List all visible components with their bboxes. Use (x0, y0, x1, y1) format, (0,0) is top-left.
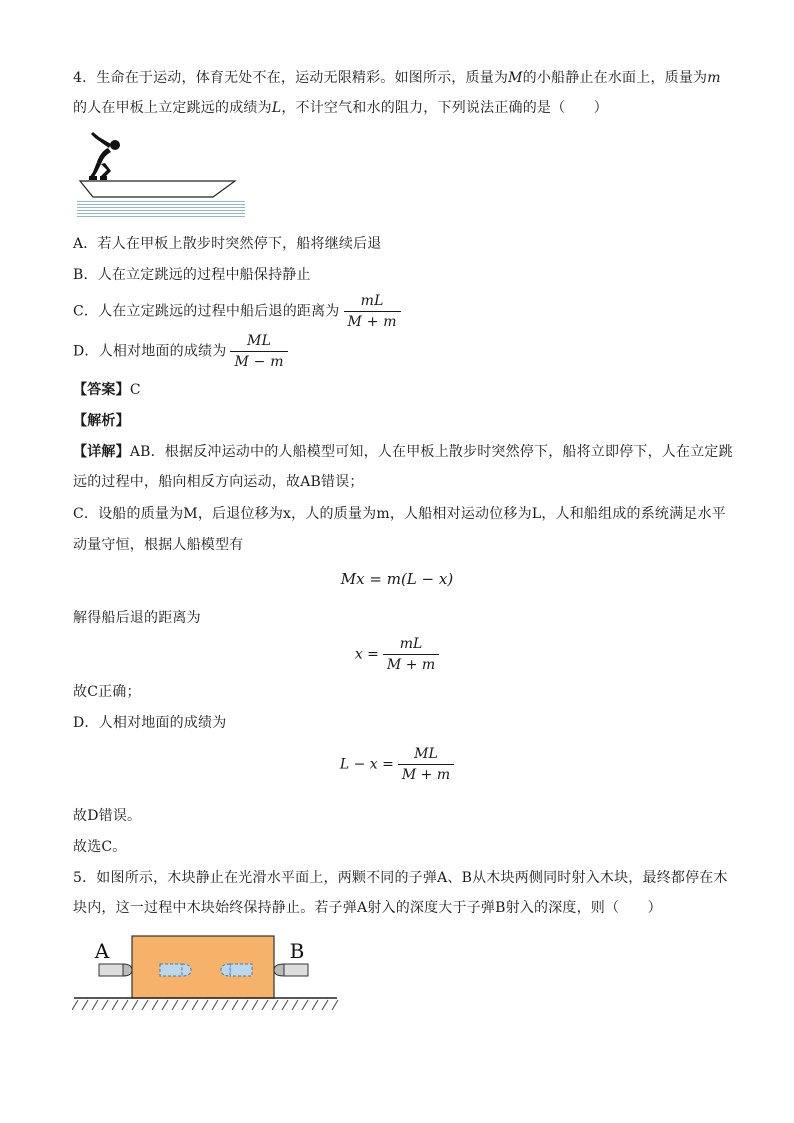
fraction-denominator: M − m (234, 354, 284, 370)
q4-option-c (73, 293, 401, 330)
fraction-numerator: ML (398, 746, 454, 765)
equation-x-fraction (383, 636, 439, 673)
q4-option-d-fraction (230, 333, 287, 370)
equation-fraction (398, 746, 454, 783)
q4-stem-part2: 的小船静止在水面上，质量为 (522, 70, 708, 86)
jumper-silhouette (89, 132, 120, 180)
q4-stem-part3: 的人在甲板上立定跳远的成绩为 (73, 100, 272, 116)
equation-L-minus-x (0, 746, 794, 783)
var-L: L (271, 100, 282, 116)
fraction-denominator: M + m (386, 657, 436, 673)
var-m: m (707, 70, 721, 86)
choose-line: 故选C。 (73, 839, 127, 855)
c-line1: C．设船的质量为M，后退位移为x，人的质量为m，人船相对运动位移为L，人和船组成的系统满足水平 (73, 506, 726, 522)
q4-stem-part1: 4．生命在于运动，体育无处不在，运动无限精彩。如图所示，质量为 (73, 70, 509, 86)
q4-option-d (73, 333, 288, 370)
answer-value: C (129, 382, 141, 398)
fraction-denominator: M + m (347, 314, 397, 330)
q4-option-d-text: D．人相对地面的成绩为 (73, 343, 227, 360)
boat-jumper-figure (75, 128, 250, 224)
q4-stem-line1 (73, 68, 721, 88)
wooden-block (132, 936, 274, 998)
q4-stem-line2 (73, 98, 608, 118)
d-wrong: 故D错误。 (73, 808, 142, 824)
water-surface (77, 201, 245, 217)
bullet-a-label: A (94, 939, 110, 963)
q4-option-b: B．人在立定跳远的过程中船保持静止 (73, 267, 311, 283)
q4-option-c-text: C．人在立定跳远的过程中船后退的距离为 (73, 303, 340, 320)
equation-x (0, 636, 794, 673)
bullet-b (274, 964, 308, 976)
embedded-bullet-b (221, 964, 252, 976)
equation-momentum: Mx = m(L − x) (340, 570, 454, 588)
detail-label: 【详解】 (73, 444, 130, 460)
boat-hull (80, 181, 235, 197)
equation-lhs: L − x = (339, 756, 394, 773)
fraction-numerator: mL (344, 293, 401, 312)
bullet-b-label: B (289, 939, 305, 963)
equation-x-lhs: x = (354, 646, 379, 663)
detail-line1 (73, 442, 733, 462)
answer-label: 【答案】 (73, 382, 130, 398)
q5-stem-line1: 5．如图所示，木块静止在光滑水平面上，两颗不同的子弹A、B从木块两侧同时射入木块，最终都停在木 (73, 870, 728, 886)
var-M: M (508, 70, 523, 86)
detail-line2: 远的过程中，船向相反方向运动，故AB错误； (73, 474, 364, 490)
embedded-bullet-a (160, 964, 191, 976)
fraction-denominator: M + m (401, 767, 451, 783)
fraction-numerator: ML (230, 333, 287, 352)
detail-text1: AB．根据反冲运动中的人船模型可知，人在甲板上散步时突然停下，船将立即停下，人在立定跳 (129, 444, 733, 460)
q5-stem-line2: 块内，这一过程中木块始终保持静止。若子弹A射入的深度大于子弹B射入的深度，则（ ） (73, 900, 662, 916)
q4-option-a: A．若人在甲板上散步时突然停下，船将继续后退 (73, 236, 382, 252)
d-line: D．人相对地面的成绩为 (73, 715, 227, 731)
analysis-label: 【解析】 (73, 413, 130, 429)
solve-text: 解得船后退的距离为 (73, 610, 201, 626)
c-line2: 动量守恒，根据人船模型有 (73, 537, 244, 553)
fraction-numerator: mL (383, 636, 439, 655)
ground-hatch (72, 1000, 338, 1010)
block-bullets-figure (72, 930, 342, 1018)
bullet-a (99, 964, 132, 976)
q4-stem-part4: ，不计空气和水的阻力，下列说法正确的是（ ） (281, 100, 608, 116)
answer-line (73, 380, 141, 400)
q4-option-c-fraction (344, 293, 401, 330)
c-correct: 故C正确； (73, 684, 141, 700)
